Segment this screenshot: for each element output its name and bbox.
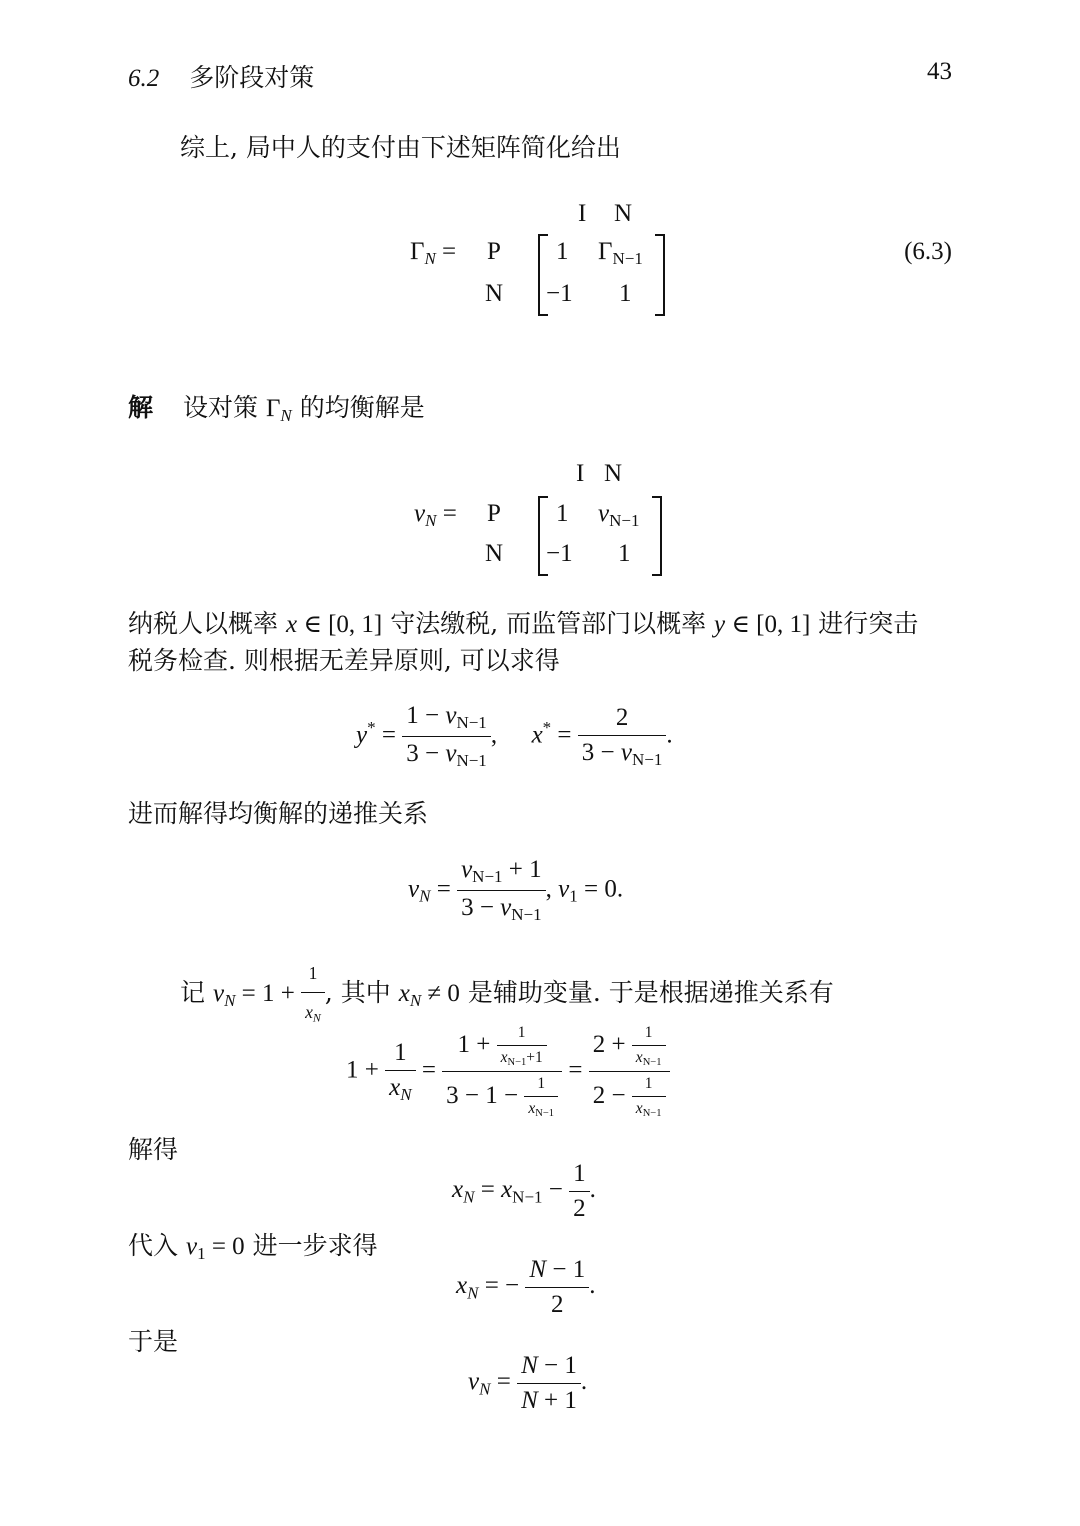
equation-number: (6.3): [904, 238, 952, 265]
matrix2-row-label-2: N: [485, 540, 504, 567]
paragraph-solve: 解得: [128, 1135, 179, 1164]
matrix1-cell-1-1: 1: [556, 238, 569, 265]
matrix2-lhs: $v_N$ =: [414, 500, 457, 531]
matrix1-cell-2-1: −1: [546, 280, 573, 307]
matrix1-col-label-1: I: [578, 200, 587, 227]
matrix2-col-label-2: N: [604, 460, 623, 487]
matrix2-cell-1-1: 1: [556, 500, 569, 527]
running-header: [128, 58, 314, 94]
solution-line: 解 设对策 $\Gamma_N$ 的均衡解是: [128, 393, 425, 426]
equation-v-closed-form: $v_N$ = $\frac{N - 1}{N + 1}$ .: [468, 1352, 588, 1414]
paragraph-recursion: 进而解得均衡解的递推关系: [128, 799, 429, 828]
paragraph-probabilities: 纳税人以概率 x ∈ [0, 1] 守法缴税, 而监管部门以概率 y ∈ [0, 1] 进行突击 税务检查. 则根据无差异原则, 可以求得: [128, 609, 919, 675]
matrix1-lhs: $\Gamma_N$ =: [410, 238, 457, 269]
matrix2-right-bracket: [652, 496, 662, 576]
solution-label: 解: [128, 393, 154, 422]
paragraph-substitute: 代入 $v_1 = 0$ 进一步求得: [128, 1231, 378, 1264]
matrix1-cell-2-2: 1: [619, 280, 632, 307]
matrix2-cell-2-1: −1: [546, 540, 573, 567]
matrix1-row-label-1: P: [487, 238, 501, 265]
matrix2-row-label-1: P: [487, 500, 501, 527]
page-number: 43: [927, 58, 952, 85]
equation-equilibrium-strategies: y* = $\frac{1 - v_{N-1}}{3 - v_{N-1}}$ , x* = $\frac{2}{3 - v_{N-1}}$ .: [356, 702, 673, 771]
equation-substitution: 1 + $\frac{1}{x_N}$ = 1 + $\frac{1}{x_{N-1}+1}$ 3 − 1 − $\frac{1}{x_{N-1}}$ = 2 + $\frac{1}{x_{N-1}}$ 2 − $\frac{1}{x_{N-1}}$: [346, 1024, 670, 1119]
paragraph-therefore: 于是: [128, 1327, 179, 1356]
equation-x-recursion: $x_N = x_{N-1}$ − $\frac{1}{2}$ .: [452, 1160, 596, 1222]
equation-recursion: $v_N$ = $\frac{v_{N-1} + 1}{3 - v_{N-1}}$ , $v_1 = 0$.: [408, 856, 624, 925]
matrix2-col-label-1: I: [576, 460, 585, 487]
matrix1-cell-1-2: $\Gamma_{N-1}$: [598, 238, 643, 269]
matrix1-row-label-2: N: [485, 280, 504, 307]
section-title: 多阶段对策: [189, 63, 315, 92]
equation-x-closed-form: $x_N$ = − $\frac{N - 1}{2}$ .: [456, 1256, 596, 1318]
matrix1-right-bracket: [655, 234, 665, 316]
matrix1-col-label-2: N: [614, 200, 633, 227]
matrix2-cell-1-2: $v_{N-1}$: [598, 500, 640, 531]
section-number: 6.2: [128, 65, 160, 92]
intro-paragraph: 综上, 局中人的支付由下述矩阵简化给出: [180, 133, 621, 162]
matrix2-cell-2-2: 1: [618, 540, 631, 567]
paragraph-auxiliary: 记 $v_N = 1$ + $\frac{1}{x_N}$ , 其中 $x_N \ne 0$ 是辅助变量. 于是根据递推关系有: [180, 955, 834, 1036]
